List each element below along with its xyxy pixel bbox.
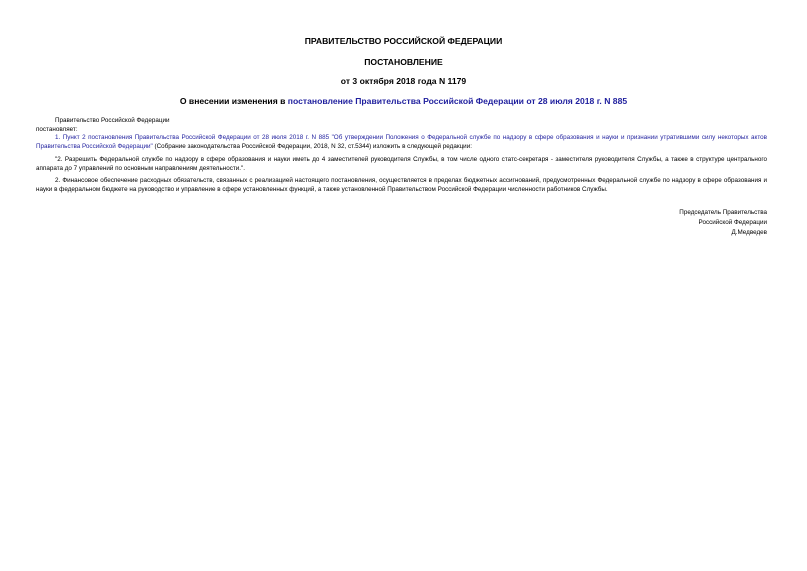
document-title: [0, 96, 807, 107]
signature-name: Д.Медведев: [731, 229, 767, 236]
item-1-quote: "2. Разрешить Федеральной службе по надзору в сфере образования и науки иметь до 4 заместителей руководителя Службы, в том числе одного статс-секретаря - заместителя руководителя Службы, а также в структуре центрального аппарата до 7 управлений по основным направлениям деятельности.".: [36, 156, 767, 172]
decides-line: постановляет:: [36, 125, 78, 133]
title-prefix: О внесении изменения в: [179, 96, 288, 106]
signature-position: Председатель Правительства: [679, 209, 767, 216]
document-type-heading: ПОСТАНОВЛЕНИЕ: [364, 57, 443, 67]
item-1-link[interactable]: 1. Пункт 2 постановления Правительства Российской Федерации от 28 июля 2018 г. N 885 "Об утверждении Положения о Федеральной службе по надзору в сфере образования и науки и признании утратившими силу некоторых актов Правительства Российской Федерации": [36, 134, 767, 150]
item-2-paragraph: 2. Финансовое обеспечение расходных обязательств, связанных с реализацией настоящего постановления, осуществляется в пределах бюджетных ассигнований, предусмотренных Федеральной службе по надзору в сфере образования и науки в федеральном бюджете на руководство и управление в сфере установленных функций, а также установленной Правительством Российской Федерации численности работников Службы.: [36, 177, 767, 193]
title-link[interactable]: постановление Правительства Российской Федерации от 28 июля 2018 г. N 885: [287, 96, 628, 106]
issuer-heading: ПРАВИТЕЛЬСТВО РОССИЙСКОЙ ФЕДЕРАЦИИ: [304, 36, 503, 46]
date-number-heading: от 3 октября 2018 года N 1179: [340, 76, 467, 86]
item-1-paragraph: [36, 134, 767, 151]
government-line: Правительство Российской Федерации: [55, 117, 170, 124]
item-1-rest: (Собрание законодательства Российской Федерации, 2018, N 32, ст.5344) изложить в следующей редакции:: [152, 142, 472, 150]
signature-body: Российской Федерации: [698, 219, 767, 226]
